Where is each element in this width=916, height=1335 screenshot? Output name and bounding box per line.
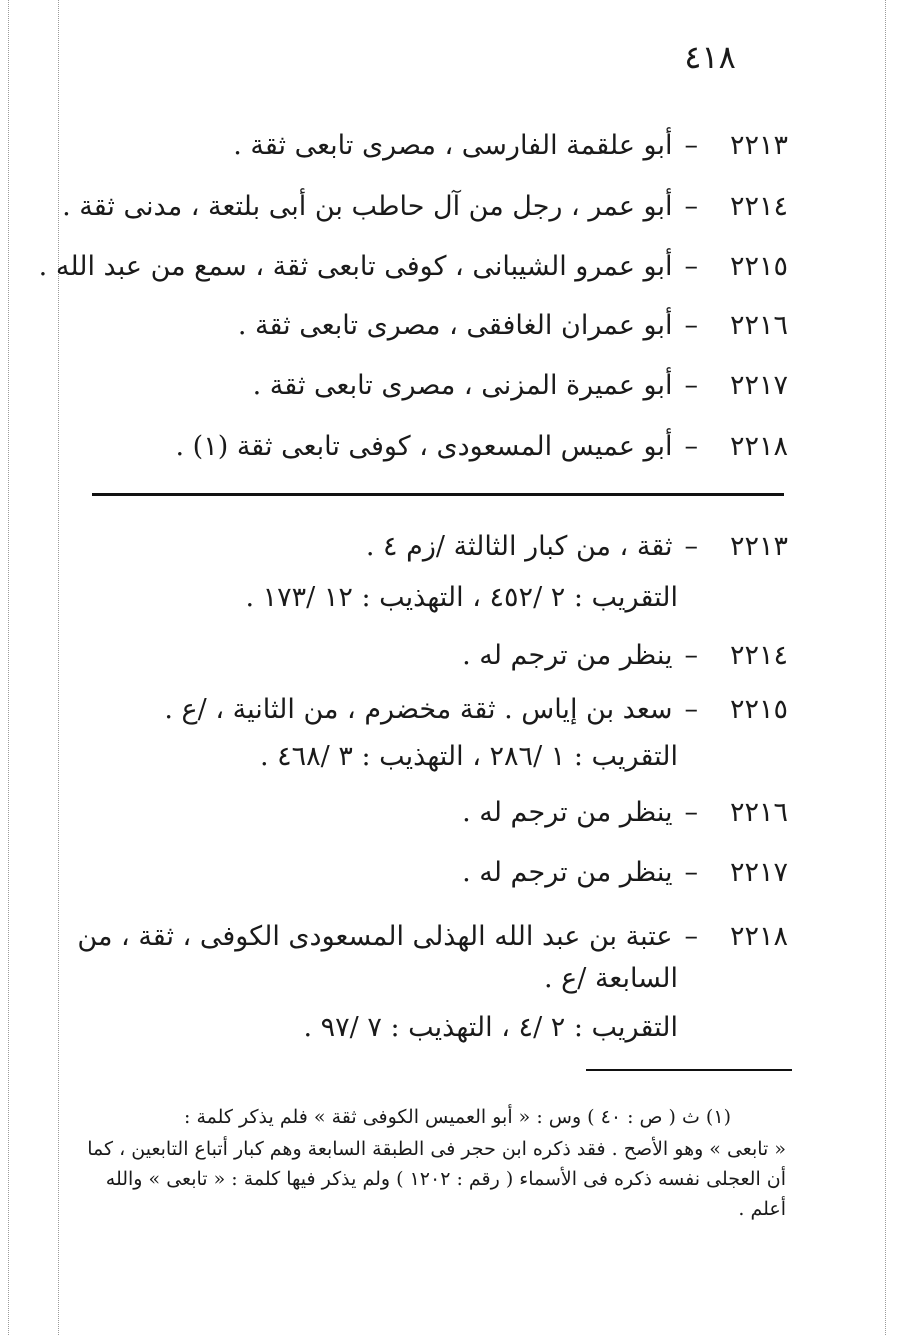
entry-number: ٢٢١٣ xyxy=(729,130,788,161)
note-number: ٢٢١٦ xyxy=(729,797,788,828)
note-text: سعد بن إياس . ثقة مخضرم ، من الثانية ، /ع . xyxy=(164,694,673,725)
scan-dots-right xyxy=(885,0,886,1335)
footnote-line-3: أن العجلى نفسه ذكره فى الأسماء ( رقم : ١٢٠٢ ) ولم يذكر فيها كلمة : « تابعى » والله xyxy=(105,1168,786,1190)
note-2218: ٢٢١٨–عتبة بن عبد الله الهذلى المسعودى الكوفى ، ثقة ، من xyxy=(80,917,788,957)
footnote-divider xyxy=(586,1069,792,1071)
footnote-line-1: (١) ث ( ص : ٤٠ ) وس : « أبو العميس الكوفى ثقة » فلم يذكر كلمة : xyxy=(184,1106,731,1128)
note-text: ثقة ، من كبار الثالثة /زم ٤ . xyxy=(365,531,673,562)
note-number: ٢٢١٧ xyxy=(729,857,788,888)
entry-text: أبو عمر ، رجل من آل حاطب بن أبى بلتعة ، مدنى ثقة . xyxy=(62,191,673,222)
note-number: ٢٢١٤ xyxy=(729,640,788,671)
note-2215-ref: التقريب : ١ /٢٨٦ ، التهذيب : ٣ /٤٦٨ . xyxy=(259,741,678,772)
entry-number: ٢٢١٨ xyxy=(729,431,788,462)
entry-2217: ٢٢١٧–أبو عميرة المزنى ، مصرى تابعى ثقة . xyxy=(80,366,788,406)
note-text: ينظر من ترجم له . xyxy=(462,797,673,828)
scan-dots-left xyxy=(8,0,9,1335)
scan-dots-left-inner xyxy=(58,0,59,1335)
note-2218-cont: السابعة /ع . xyxy=(543,963,678,994)
note-2215: ٢٢١٥–سعد بن إياس . ثقة مخضرم ، من الثانية ، /ع . xyxy=(80,690,788,730)
note-text: ينظر من ترجم له . xyxy=(462,640,673,671)
page-number: ٤١٨ xyxy=(684,38,736,76)
note-2213: ٢٢١٣–ثقة ، من كبار الثالثة /زم ٤ . xyxy=(80,527,788,567)
entry-number: ٢٢١٥ xyxy=(729,251,788,282)
note-number: ٢٢١٣ xyxy=(729,531,788,562)
note-2216: ٢٢١٦–ينظر من ترجم له . xyxy=(80,793,788,833)
entry-text: أبو عميس المسعودى ، كوفى تابعى ثقة (١) . xyxy=(175,431,673,462)
entry-number: ٢٢١٧ xyxy=(729,370,788,401)
note-2217: ٢٢١٧–ينظر من ترجم له . xyxy=(80,853,788,893)
entry-text: أبو عمران الغافقى ، مصرى تابعى ثقة . xyxy=(237,310,673,341)
footnote-line-2: « تابعى » وهو الأصح . فقد ذكره ابن حجر فى الطبقة السابعة وهم كبار أتباع التابعين ، كما xyxy=(87,1138,786,1160)
note-2218-ref: التقريب : ٢ /٤ ، التهذيب : ٧ /٩٧ . xyxy=(303,1012,678,1043)
note-number: ٢٢١٥ xyxy=(729,694,788,725)
footnote-line-4: أعلم . xyxy=(738,1198,786,1220)
entry-2214: ٢٢١٤–أبو عمر ، رجل من آل حاطب بن أبى بلتعة ، مدنى ثقة . xyxy=(80,187,788,227)
entry-2218: ٢٢١٨–أبو عميس المسعودى ، كوفى تابعى ثقة (١) . xyxy=(80,427,788,467)
note-text: عتبة بن عبد الله الهذلى المسعودى الكوفى ، ثقة ، من xyxy=(77,921,673,952)
entry-2215: ٢٢١٥–أبو عمرو الشيبانى ، كوفى تابعى ثقة ، سمع من عبد الله . xyxy=(80,247,788,287)
entry-2216: ٢٢١٦–أبو عمران الغافقى ، مصرى تابعى ثقة . xyxy=(80,306,788,346)
entry-number: ٢٢١٦ xyxy=(729,310,788,341)
entry-2213: ٢٢١٣–أبو علقمة الفارسى ، مصرى تابعى ثقة . xyxy=(80,126,788,166)
note-number: ٢٢١٨ xyxy=(729,921,788,952)
note-text: ينظر من ترجم له . xyxy=(462,857,673,888)
entry-number: ٢٢١٤ xyxy=(729,191,788,222)
note-2214: ٢٢١٤–ينظر من ترجم له . xyxy=(80,636,788,676)
note-2213-ref: التقريب : ٢ /٤٥٢ ، التهذيب : ١٢ /١٧٣ . xyxy=(245,582,678,613)
entry-text: أبو علقمة الفارسى ، مصرى تابعى ثقة . xyxy=(233,130,673,161)
entry-text: أبو عميرة المزنى ، مصرى تابعى ثقة . xyxy=(252,370,673,401)
section-divider xyxy=(92,493,784,496)
entry-text: أبو عمرو الشيبانى ، كوفى تابعى ثقة ، سمع من عبد الله . xyxy=(38,251,673,282)
